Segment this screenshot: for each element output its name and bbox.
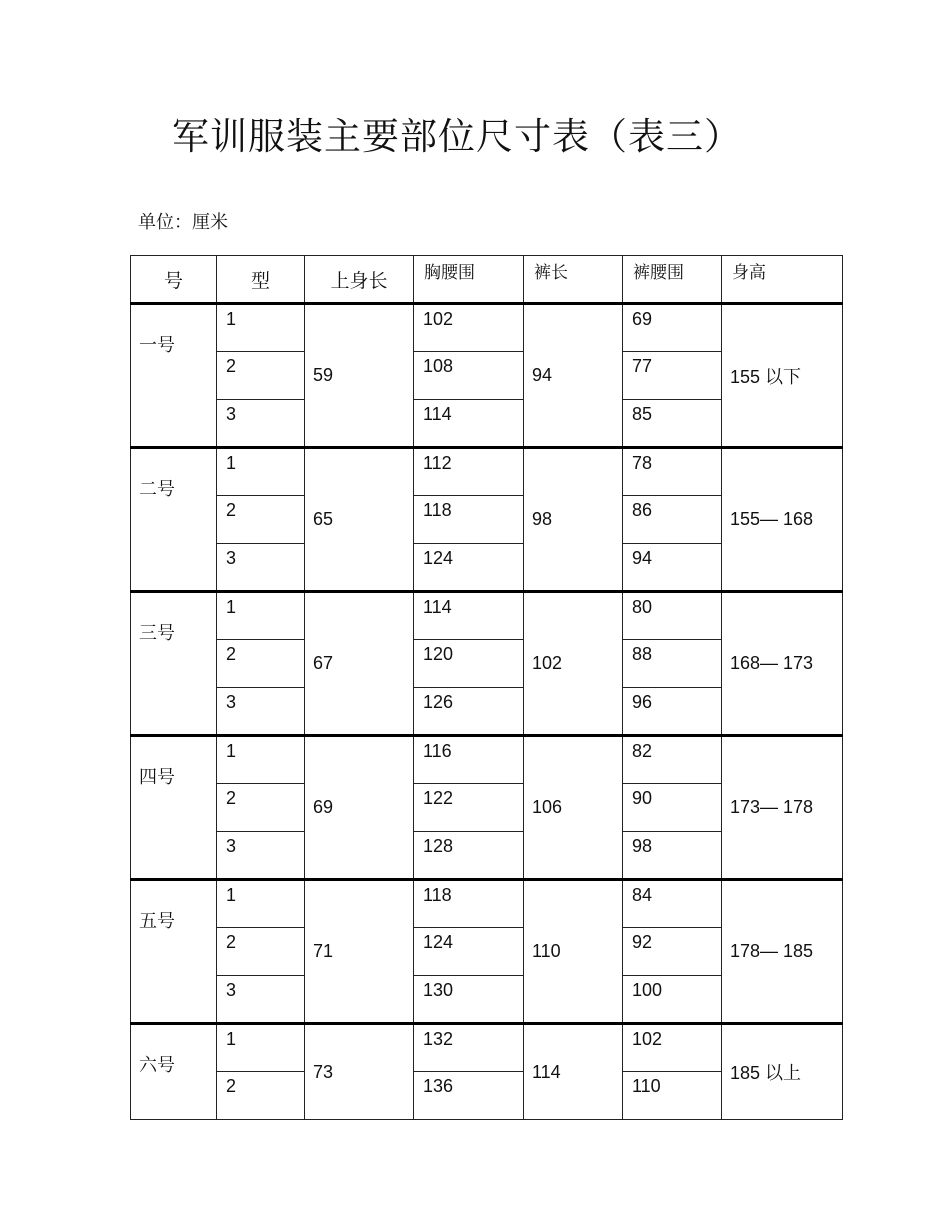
type-cell: 3 <box>217 832 305 880</box>
type-cell: 2 <box>217 1072 305 1120</box>
size-group-name: 三号 <box>131 592 217 736</box>
table-row <box>131 880 843 928</box>
height-cell: 155 以下 <box>722 304 843 448</box>
size-group-name: 五号 <box>131 880 217 1024</box>
size-group-name: 六号 <box>131 1024 217 1120</box>
pants-waist-cell: 78 <box>623 448 722 496</box>
table-row <box>131 736 843 784</box>
size-table <box>130 255 843 1120</box>
type-cell: 2 <box>217 496 305 544</box>
pants-length-cell: 106 <box>524 736 623 880</box>
chest-waist-cell: 126 <box>414 688 524 736</box>
header-pants-length: 裤长 <box>524 256 623 304</box>
chest-waist-cell: 124 <box>414 928 524 976</box>
height-cell: 185 以上 <box>722 1024 843 1120</box>
type-cell: 1 <box>217 736 305 784</box>
header-row <box>131 256 843 304</box>
type-cell: 2 <box>217 352 305 400</box>
pants-waist-cell: 69 <box>623 304 722 352</box>
size-group-name: 四号 <box>131 736 217 880</box>
height-cell: 155— 168 <box>722 448 843 592</box>
chest-waist-cell: 114 <box>414 592 524 640</box>
upper-length-cell: 69 <box>305 736 414 880</box>
upper-length-cell: 67 <box>305 592 414 736</box>
pants-waist-cell: 88 <box>623 640 722 688</box>
pants-waist-cell: 80 <box>623 592 722 640</box>
chest-waist-cell: 116 <box>414 736 524 784</box>
type-cell: 1 <box>217 448 305 496</box>
pants-length-cell: 98 <box>524 448 623 592</box>
upper-length-cell: 73 <box>305 1024 414 1120</box>
height-cell: 173— 178 <box>722 736 843 880</box>
pants-waist-cell: 94 <box>623 544 722 592</box>
chest-waist-cell: 118 <box>414 496 524 544</box>
upper-length-cell: 71 <box>305 880 414 1024</box>
pants-length-cell: 110 <box>524 880 623 1024</box>
chest-waist-cell: 132 <box>414 1024 524 1072</box>
pants-waist-cell: 92 <box>623 928 722 976</box>
pants-waist-cell: 85 <box>623 400 722 448</box>
chest-waist-cell: 114 <box>414 400 524 448</box>
header-type: 型 <box>217 256 305 304</box>
upper-length-cell: 59 <box>305 304 414 448</box>
type-cell: 2 <box>217 784 305 832</box>
unit-label: 单位：厘米 <box>138 212 228 233</box>
chest-waist-cell: 120 <box>414 640 524 688</box>
type-cell: 2 <box>217 928 305 976</box>
pants-waist-cell: 110 <box>623 1072 722 1120</box>
type-cell: 1 <box>217 1024 305 1072</box>
chest-waist-cell: 112 <box>414 448 524 496</box>
page-title: 军训服装主要部位尺寸表（表三） <box>172 115 742 158</box>
chest-waist-cell: 128 <box>414 832 524 880</box>
chest-waist-cell: 124 <box>414 544 524 592</box>
header-upper-length: 上身长 <box>305 256 414 304</box>
chest-waist-cell: 122 <box>414 784 524 832</box>
pants-waist-cell: 84 <box>623 880 722 928</box>
type-cell: 3 <box>217 976 305 1024</box>
pants-length-cell: 94 <box>524 304 623 448</box>
pants-waist-cell: 100 <box>623 976 722 1024</box>
pants-waist-cell: 90 <box>623 784 722 832</box>
type-cell: 3 <box>217 544 305 592</box>
type-cell: 1 <box>217 880 305 928</box>
type-cell: 1 <box>217 592 305 640</box>
pants-waist-cell: 82 <box>623 736 722 784</box>
pants-waist-cell: 98 <box>623 832 722 880</box>
header-pants-waist: 裤腰围 <box>623 256 722 304</box>
type-cell: 3 <box>217 400 305 448</box>
pants-waist-cell: 77 <box>623 352 722 400</box>
type-cell: 3 <box>217 688 305 736</box>
table-row <box>131 304 843 352</box>
chest-waist-cell: 108 <box>414 352 524 400</box>
header-chest-waist: 胸腰围 <box>414 256 524 304</box>
pants-waist-cell: 86 <box>623 496 722 544</box>
header-size: 号 <box>131 256 217 304</box>
height-cell: 178— 185 <box>722 880 843 1024</box>
pants-waist-cell: 102 <box>623 1024 722 1072</box>
table-row <box>131 448 843 496</box>
chest-waist-cell: 102 <box>414 304 524 352</box>
upper-length-cell: 65 <box>305 448 414 592</box>
size-group-name: 一号 <box>131 304 217 448</box>
header-height: 身高 <box>722 256 843 304</box>
height-cell: 168— 173 <box>722 592 843 736</box>
type-cell: 2 <box>217 640 305 688</box>
pants-length-cell: 114 <box>524 1024 623 1120</box>
chest-waist-cell: 130 <box>414 976 524 1024</box>
type-cell: 1 <box>217 304 305 352</box>
pants-length-cell: 102 <box>524 592 623 736</box>
table-row <box>131 592 843 640</box>
table-row <box>131 1024 843 1072</box>
pants-waist-cell: 96 <box>623 688 722 736</box>
size-group-name: 二号 <box>131 448 217 592</box>
chest-waist-cell: 118 <box>414 880 524 928</box>
chest-waist-cell: 136 <box>414 1072 524 1120</box>
